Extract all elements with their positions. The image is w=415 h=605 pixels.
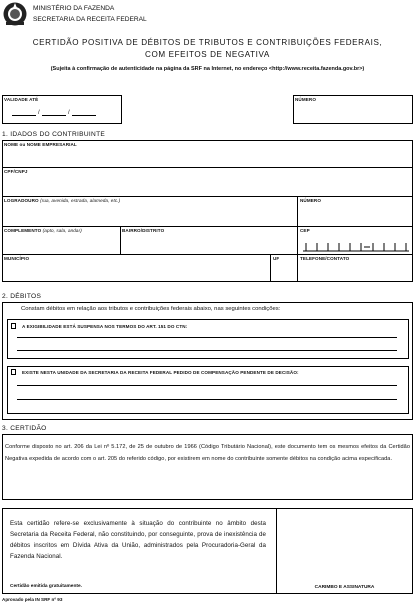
footer-divider <box>276 508 277 594</box>
suspended-line-1 <box>17 337 397 338</box>
cpf-cnpj-field-label: CPF/CNPJ <box>4 169 28 174</box>
address-number-field-label: NÚMERO <box>300 198 322 203</box>
document-title-line1: CERTIDÃO POSITIVA DE DÉBITOS DE TRIBUTOS E CONTRIBUIÇÕES FEDERAIS, <box>32 38 383 47</box>
approval-note: Aprovado pela IN SRF nº 93 <box>2 597 63 602</box>
validity-sep-1: / <box>38 110 40 116</box>
disclaimer-text: Esta certidão refere-se exclusivamente à situação do contribuinte no âmbito desta Secretaria da Receita Federal, não constituindo, por conseguinte, prova de inexistência de débitos inscritos em Dívida Ativa da União, administrados pela Procuradoria-Geral da Fazenda Nacional. <box>10 520 266 560</box>
complement-field-label <box>4 228 82 233</box>
suspended-checkbox[interactable] <box>11 323 16 329</box>
suspended-line-2 <box>17 350 397 351</box>
certificate-number-label: NÚMERO <box>295 97 317 102</box>
address-label-text: LOGRADOURO <box>4 198 39 203</box>
cep-digit-boxes <box>303 238 409 252</box>
row-divider-4 <box>2 254 413 255</box>
col-divider-uf <box>270 254 271 282</box>
cep-field-label: CEP <box>300 228 310 233</box>
validity-label: VALIDADE ATÉ <box>4 97 39 102</box>
complement-label-text: COMPLEMENTO <box>4 228 42 233</box>
row-divider-3 <box>2 226 413 227</box>
section-1-title: 1. IDADOS DO CONTRIBUINTE <box>2 131 106 138</box>
validity-sep-2: / <box>68 110 70 116</box>
row-divider-1 <box>2 167 413 168</box>
col-divider-number <box>297 196 298 226</box>
address-field-label <box>4 198 120 203</box>
city-field-label: MUNICÍPIO <box>4 256 30 261</box>
address-hint-text: (rua, avenida, estrada, alameda, etc.) <box>40 198 121 203</box>
debts-intro: Constam débitos em relação aos tributos e contribuições federais abaixo, nas seguintes condições: <box>21 306 281 312</box>
validity-year-line <box>72 115 96 116</box>
signature-label: CARIMBO E ASSINATURA <box>314 585 375 590</box>
compensation-checkbox[interactable] <box>11 369 16 375</box>
coat-of-arms-icon <box>2 1 28 27</box>
certificate-text: Conforme disposto no art. 206 da Lei nº 5.172, de 25 de outubro de 1966 (Código Tributário Nacional), este documento tem os mesmos efeitos da Certidão Negativa expedida de acordo com o art. 205 do referido código, por existirem em nome do contribuinte somente débitos na condição acima especificada. <box>5 444 410 462</box>
name-field-label: NOME ou NOME EMPRESARIAL <box>4 142 77 147</box>
col-divider-phone <box>297 254 298 282</box>
col-divider-district <box>120 226 121 254</box>
authenticity-note: (Sujeita à confirmação de autenticidade na página da SRF na Internet, no endereço <http://www.receita.fazenda.gov.br>) <box>50 66 365 72</box>
taxpayer-data-box <box>2 140 413 282</box>
free-issue-note: Certidão emitida gratuitamente. <box>10 584 82 589</box>
ministry-name: MINISTÉRIO DA FAZENDA <box>33 5 115 12</box>
compensation-line-2 <box>17 399 397 400</box>
row-divider-2 <box>2 196 413 197</box>
district-field-label: BAIRRO/DISTRITO <box>122 228 165 233</box>
validity-day-line <box>12 115 36 116</box>
compensation-line-1 <box>17 385 397 386</box>
suspended-debts-label: A EXIGIBILIDADE ESTÁ SUSPENSA NOS TERMOS DO ART. 151 DO CTN: <box>22 324 188 329</box>
uf-field-label: UF <box>273 256 280 261</box>
validity-month-line <box>42 115 66 116</box>
complement-hint-text: (apto, sala, andar) <box>42 228 82 233</box>
phone-field-label: TELEFONE/CONTATO <box>300 256 350 261</box>
section-3-title: 3. CERTIDÃO <box>2 425 47 432</box>
compensation-label: EXISTE NESTA UNIDADE DA SECRETARIA DA RECEITA FEDERAL PEDIDO DE COMPENSAÇÃO PENDENTE DE DECISÃO: <box>22 370 299 375</box>
col-divider-cep <box>297 226 298 254</box>
secretariat-name: SECRETARIA DA RECEITA FEDERAL <box>33 16 147 23</box>
section-2-title: 2. DÉBITOS <box>2 293 42 300</box>
document-title-line2: COM EFEITOS DE NEGATIVA <box>145 50 270 59</box>
